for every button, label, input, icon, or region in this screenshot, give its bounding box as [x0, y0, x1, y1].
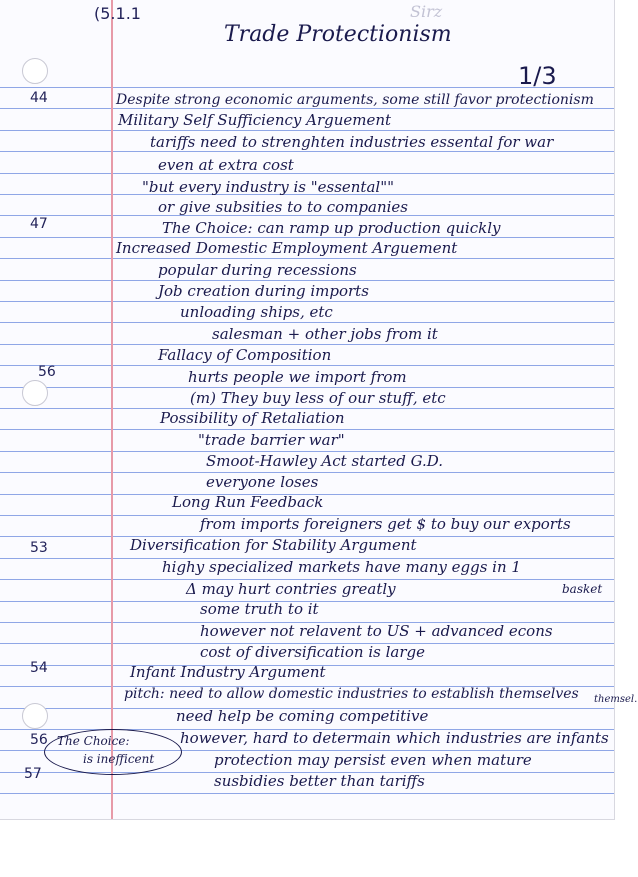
- page-title: Trade Protectionism: [224, 22, 452, 47]
- ruled-line: [0, 130, 614, 131]
- note-line: highy specialized markets have many eggs in 1: [162, 558, 521, 576]
- note-line: Job creation during imports: [158, 282, 369, 300]
- margin-note: basket: [562, 582, 603, 596]
- margin-number: 53: [30, 540, 48, 556]
- corner-note: (5.1.1: [94, 4, 141, 23]
- margin-number: 44: [30, 90, 48, 106]
- margin-number: 56: [38, 364, 56, 380]
- circled-note-line: is inefficent: [83, 752, 155, 766]
- note-line: or give subsities to to companies: [158, 198, 408, 216]
- note-line: Δ may hurt contries greatly: [186, 580, 396, 598]
- ruled-line: [0, 365, 614, 366]
- note-line: (m) They buy less of our stuff, etc: [190, 389, 446, 407]
- note-line: Military Self Sufficiency Arguement: [118, 111, 392, 129]
- ruled-line: [0, 258, 614, 259]
- margin-number: 47: [30, 216, 48, 232]
- note-line: Possibility of Retaliation: [160, 409, 345, 427]
- note-line: Infant Industry Argument: [130, 663, 326, 681]
- note-line: from imports foreigners get $ to buy our exports: [200, 515, 571, 533]
- note-line: "trade barrier war": [198, 431, 345, 449]
- note-line: some truth to it: [200, 600, 319, 618]
- note-line: everyone loses: [206, 473, 319, 491]
- note-line: protection may persist even when mature: [214, 751, 532, 769]
- binder-hole: [22, 703, 48, 729]
- note-line: popular during recessions: [158, 261, 357, 279]
- note-line: Long Run Feedback: [172, 493, 324, 511]
- note-line: tariffs need to strenghten industries essental for war: [150, 133, 554, 151]
- note-line: pitch: need to allow domestic industries to establish themselves: [124, 686, 579, 702]
- binder-hole: [22, 380, 48, 406]
- note-line: Increased Domestic Employment Arguement: [116, 239, 458, 257]
- margin-line: [111, 0, 113, 819]
- margin-note: themsel.: [594, 694, 638, 705]
- page-fraction: 1/3: [518, 62, 557, 90]
- note-line: unloading ships, etc: [180, 303, 333, 321]
- margin-number: 57: [24, 766, 42, 782]
- note-line: The Choice: can ramp up production quickly: [162, 219, 501, 237]
- note-line: need help be coming competitive: [176, 707, 429, 725]
- note-line: "but every industry is "essental"": [142, 178, 394, 196]
- binder-hole: [22, 58, 48, 84]
- note-line: salesman + other jobs from it: [212, 325, 438, 343]
- ruled-line: [0, 173, 614, 174]
- margin-number: 54: [30, 660, 48, 676]
- note-line: even at extra cost: [158, 156, 294, 174]
- bleed-through-text: Sirz: [410, 2, 443, 21]
- circled-annotation: [44, 729, 182, 775]
- note-line: susbidies better than tariffs: [214, 772, 425, 790]
- note-line: Despite strong economic arguments, some still favor protectionism: [116, 92, 594, 108]
- note-line: however not relavent to US + advanced econs: [200, 622, 553, 640]
- ruled-line: [0, 322, 614, 323]
- note-line: Fallacy of Composition: [158, 346, 332, 364]
- note-line: hurts people we import from: [188, 368, 407, 386]
- note-line: however, hard to determain which industries are infants: [180, 729, 609, 747]
- note-line: Diversification for Stability Argument: [130, 536, 417, 554]
- note-line: Smoot-Hawley Act started G.D.: [206, 452, 444, 470]
- ruled-line: [0, 793, 614, 794]
- note-line: cost of diversification is large: [200, 643, 425, 661]
- circled-note-line: The Choice:: [57, 734, 130, 748]
- margin-number: 56: [30, 732, 48, 748]
